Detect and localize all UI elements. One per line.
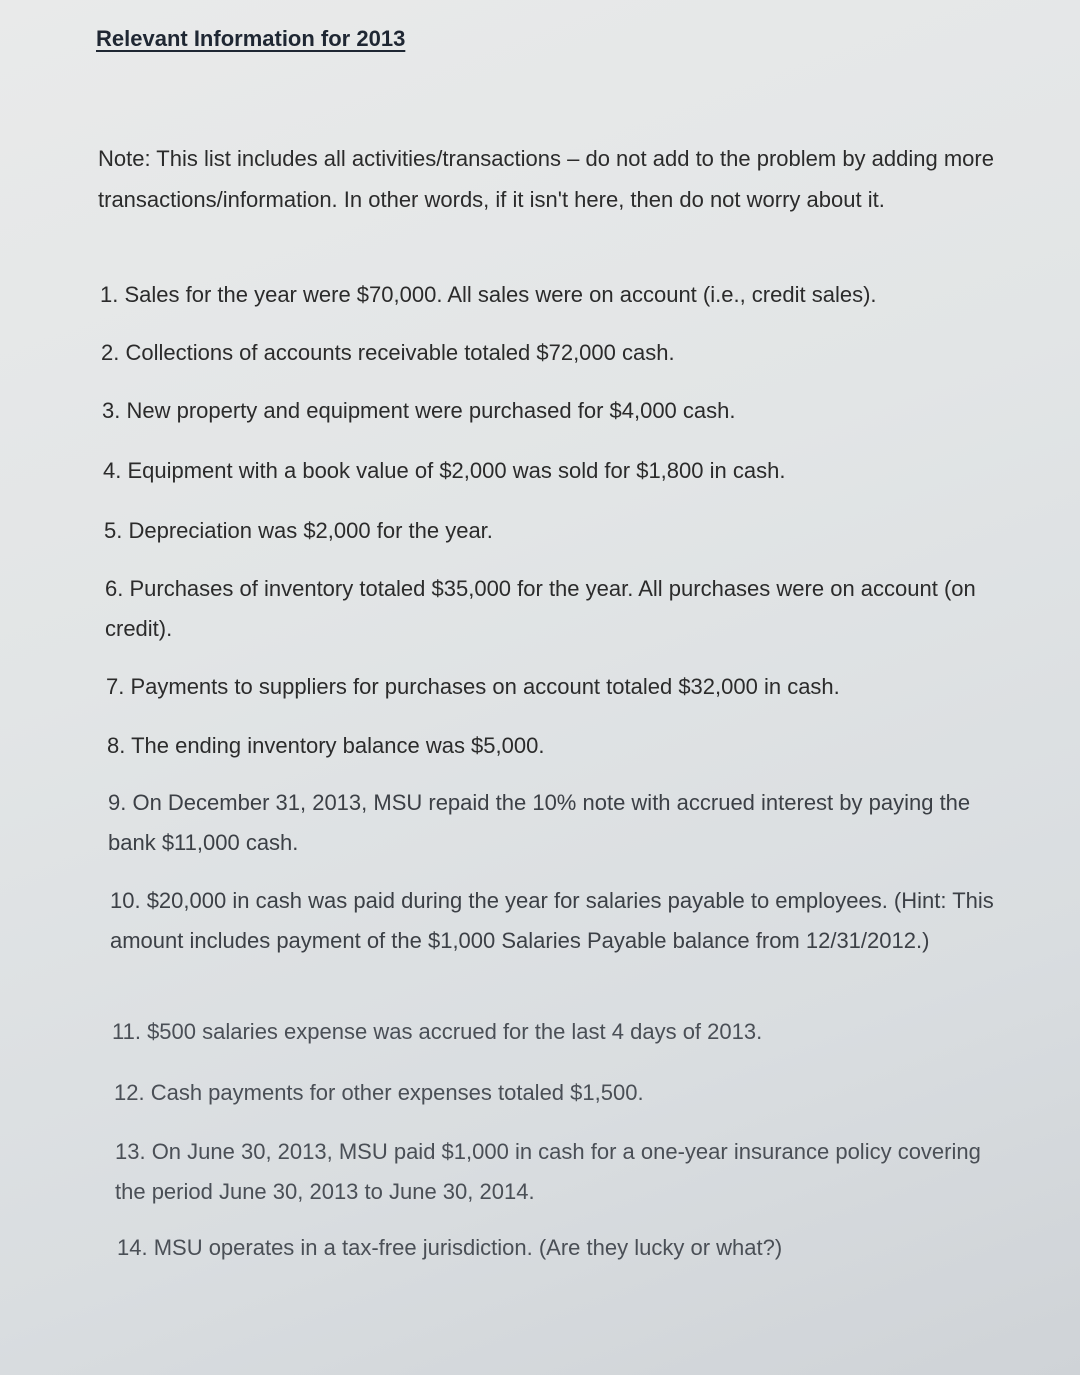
list-item-6: 6. Purchases of inventory totaled $35,000 for the year. All purchases were on account (on credit). (105, 576, 976, 641)
list-item-12: 12. Cash payments for other expenses totaled $1,500. (114, 1080, 644, 1105)
note-paragraph: Note: This list includes all activities/transactions – do not add to the problem by adding more transactions/information. In other words, if it isn't here, then do not worry about it. (98, 146, 994, 212)
page-title: Relevant Information for 2013 (96, 26, 406, 51)
list-item-8: 8. The ending inventory balance was $5,000. (107, 733, 545, 758)
list-item-9: 9. On December 31, 2013, MSU repaid the 10% note with accrued interest by paying the bank $11,000 cash. (108, 790, 971, 855)
list-item-1: 1. Sales for the year were $70,000. All sales were on account (i.e., credit sales). (100, 282, 877, 307)
list-item-5: 5. Depreciation was $2,000 for the year. (104, 518, 493, 543)
list-item-2: 2. Collections of accounts receivable totaled $72,000 cash. (101, 340, 675, 365)
list-item-7: 7. Payments to suppliers for purchases on account totaled $32,000 in cash. (106, 674, 840, 699)
list-item-4: 4. Equipment with a book value of $2,000 was sold for $1,800 in cash. (103, 458, 786, 483)
list-item-10: 10. $20,000 in cash was paid during the year for salaries payable to employees. (Hint: This amount includes payment of the $1,000 Salaries Payable balance from 12/31/2012.) (110, 888, 994, 953)
list-item-13: 13. On June 30, 2013, MSU paid $1,000 in cash for a one-year insurance policy covering the period June 30, 2013 to June 30, 2014. (115, 1139, 981, 1204)
list-item-11: 11. $500 salaries expense was accrued for the last 4 days of 2013. (112, 1019, 763, 1044)
list-item-14: 14. MSU operates in a tax-free jurisdiction. (Are they lucky or what?) (117, 1235, 783, 1260)
list-item-3: 3. New property and equipment were purchased for $4,000 cash. (102, 398, 736, 423)
